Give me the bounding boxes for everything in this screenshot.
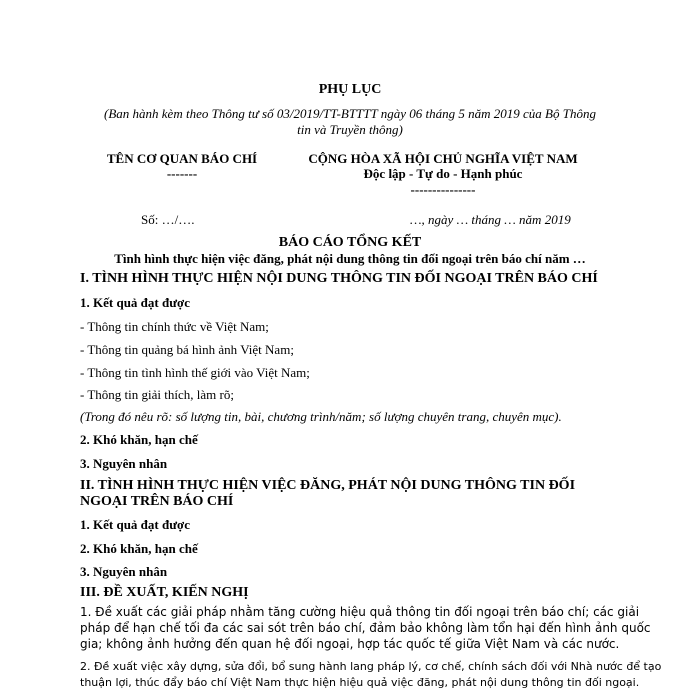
document-date: …, ngày … tháng … năm 2019	[410, 212, 571, 227]
report-title: BÁO CÁO TỔNG KẾT	[278, 235, 422, 250]
section2-result-heading: 1. Kết quả đạt được	[80, 517, 190, 532]
section3-paragraph1-line2: pháp để hạn chế tối đa các sai sót trên báo chí, đảm bảo không làm tổn hại đến hình ảnh quốc	[80, 621, 651, 635]
section2-heading-line1: II. TÌNH HÌNH THỰC HIỆN VIỆC ĐĂNG, PHÁT NỘI DUNG THÔNG TIN ĐỐI	[80, 478, 576, 493]
document-number: Số: …/….	[141, 212, 195, 227]
national-motto: Độc lập - Tự do - Hạnh phúc	[363, 166, 523, 181]
section1-result-heading: 1. Kết quả đạt được	[80, 295, 190, 310]
list-item: - Thông tin tình hình thế giới vào Việt Nam;	[80, 365, 310, 380]
section1-cause-heading: 3. Nguyên nhân	[80, 456, 168, 471]
section3-heading: III. ĐỀ XUẤT, KIẾN NGHỊ	[80, 585, 249, 600]
list-item: - Thông tin giải thích, làm rõ;	[80, 387, 234, 402]
country-name: CỘNG HÒA XÃ HỘI CHỦ NGHĨA VIỆT NAM	[308, 151, 578, 166]
list-item: - Thông tin chính thức về Việt Nam;	[80, 319, 269, 334]
appendix-subtitle-line1: (Ban hành kèm theo Thông tư số 03/2019/TT-BTTTT ngày 06 tháng 5 năm 2019 của Bộ Thông	[104, 106, 596, 121]
list-item: - Thông tin quảng bá hình ảnh Việt Nam;	[80, 342, 294, 357]
section2-cause-heading: 3. Nguyên nhân	[80, 564, 168, 579]
section2-difficulty-heading: 2. Khó khăn, hạn chế	[80, 541, 198, 556]
agency-name: TÊN CƠ QUAN BÁO CHÍ	[106, 151, 258, 166]
section3-paragraph1-line1: 1. Đề xuất các giải pháp nhằm tăng cường hiệu quả thông tin đối ngoại trên báo chí; các giải	[80, 605, 640, 619]
section3-paragraph1-line3: gia; không ảnh hưởng đến quan hệ đối ngoại, hợp tác quốc tế giữa Việt Nam và các nước.	[80, 637, 620, 651]
section1-heading: I. TÌNH HÌNH THỰC HIỆN NỘI DUNG THÔNG TIN ĐỐI NGOẠI TRÊN BÁO CHÍ	[80, 271, 598, 286]
section3-paragraph2-line1: 2. Đề xuất việc xây dựng, sửa đổi, bổ sung hành lang pháp lý, cơ chế, chính sách đối với Nhà nước để tạo	[80, 660, 662, 673]
appendix-subtitle-line2: tin và Truyền thông)	[297, 122, 403, 137]
section3-paragraph2-line2: thuận lợi, thúc đẩy báo chí Việt Nam thực hiện hiệu quả việc đăng, phát nội dung thông tin đối ngoại.	[80, 676, 640, 689]
appendix-title: PHỤ LỤC	[318, 82, 382, 97]
section1-difficulty-heading: 2. Khó khăn, hạn chế	[80, 432, 198, 447]
agency-rule: -------	[166, 166, 198, 181]
motto-rule: ---------------	[410, 182, 476, 197]
section2-heading-line2: NGOẠI TRÊN BÁO CHÍ	[80, 494, 234, 509]
section1-note: (Trong đó nêu rõ: số lượng tin, bài, chương trình/năm; số lượng chuyên trang, chuyên mục).	[80, 409, 562, 424]
report-subtitle: Tình hình thực hiện việc đăng, phát nội dung thông tin đối ngoại trên báo chí năm …	[114, 251, 586, 266]
